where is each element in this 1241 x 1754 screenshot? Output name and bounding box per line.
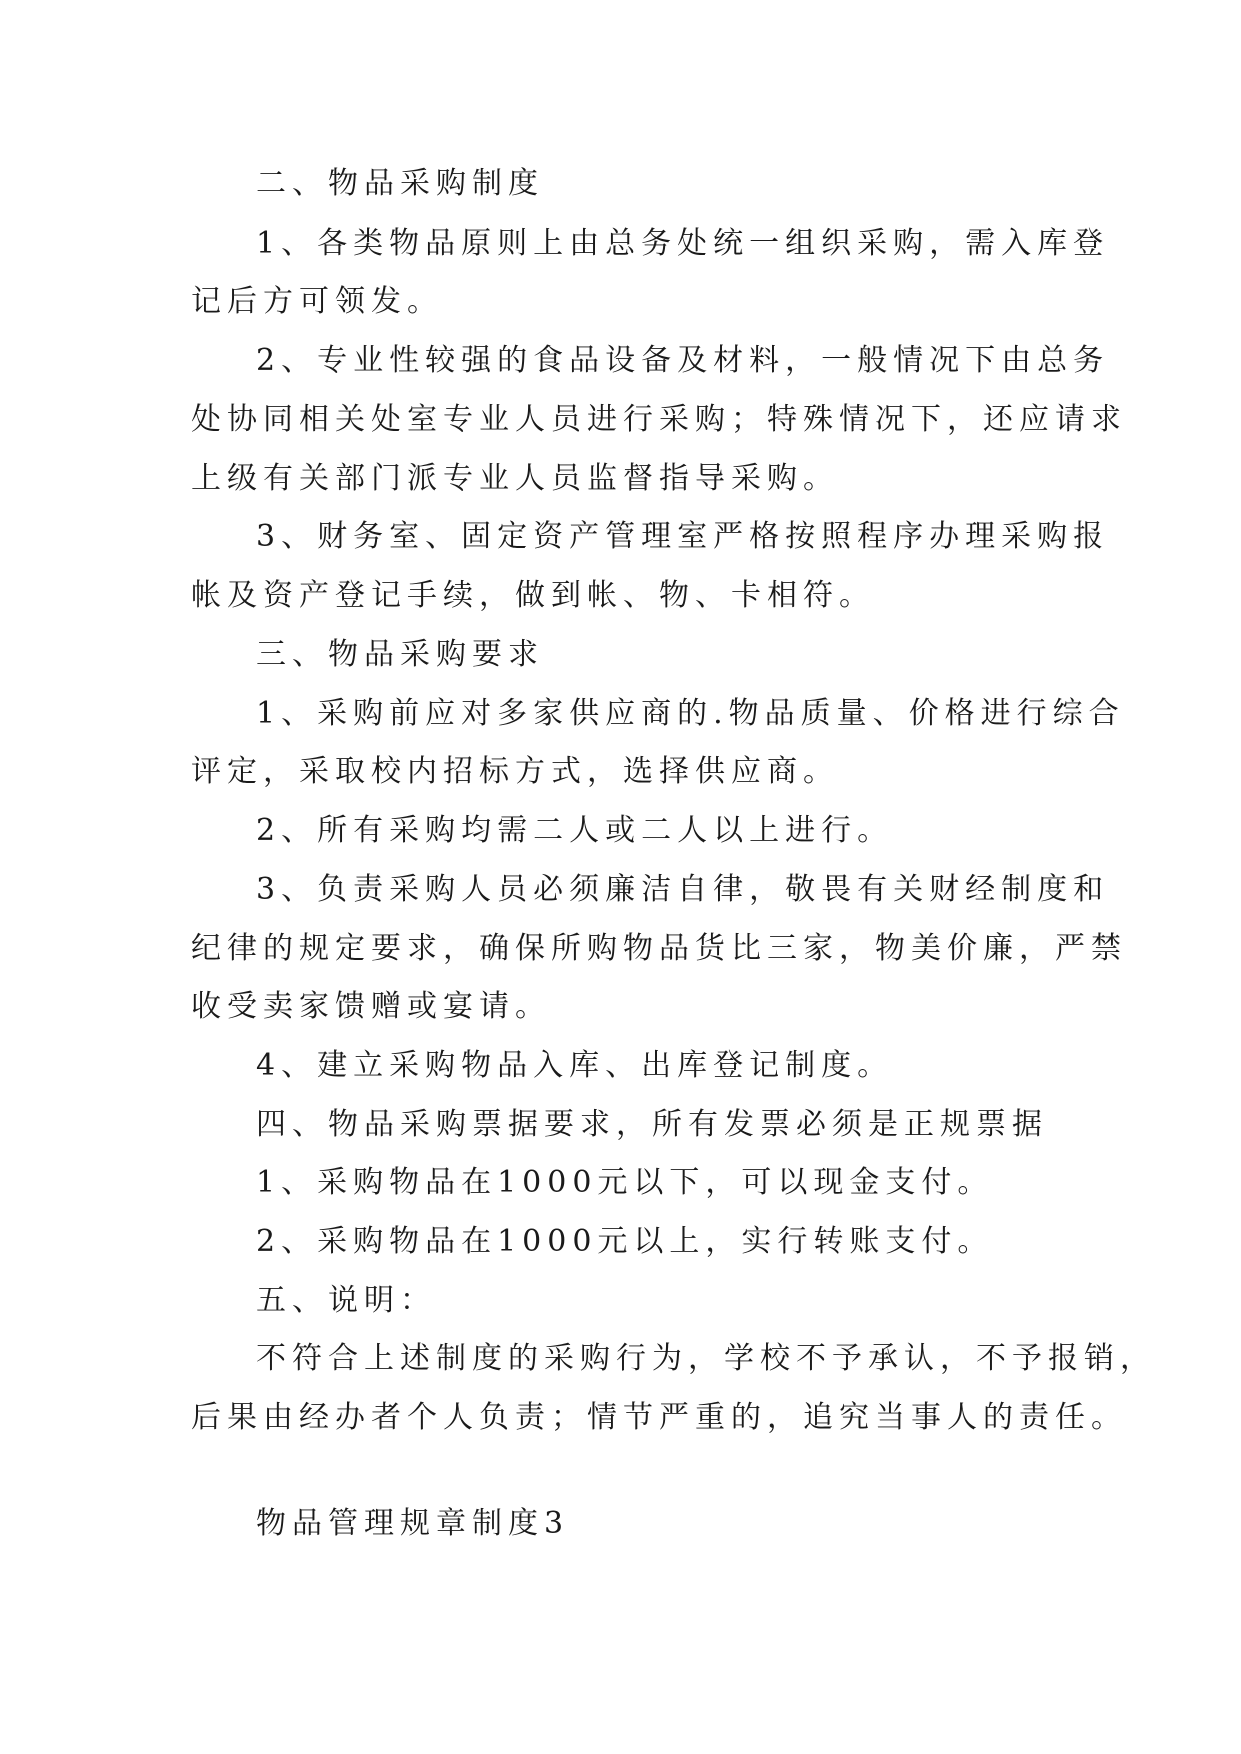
section-heading: 三、物品采购要求: [256, 637, 544, 672]
paragraph-line: 纪律的规定要求，确保所购物品货比三家，物美价廉，严禁: [191, 931, 1127, 966]
paragraph-line: 3、负责采购人员必须廉洁自律，敬畏有关财经制度和: [256, 872, 1110, 907]
paragraph-line: 1、采购物品在1000元以下，可以现金支付。: [256, 1165, 994, 1200]
section-heading: 四、物品采购票据要求，所有发票必须是正规票据: [256, 1107, 1048, 1142]
paragraph-line: 记后方可领发。: [191, 284, 443, 319]
paragraph-line: 1、各类物品原则上由总务处统一组织采购，需入库登: [256, 226, 1110, 261]
paragraph-line: 2、采购物品在1000元以上，实行转账支付。: [256, 1224, 994, 1259]
paragraph-line: 评定，采取校内招标方式，选择供应商。: [191, 754, 839, 789]
paragraph-line: 收受卖家馈赠或宴请。: [191, 989, 551, 1024]
paragraph-line: 上级有关部门派专业人员监督指导采购。: [191, 461, 839, 496]
paragraph-line: 3、财务室、固定资产管理室严格按照程序办理采购报: [256, 519, 1110, 554]
document-title: 物品管理规章制度3: [256, 1506, 570, 1541]
paragraph-line: 1、采购前应对多家供应商的.物品质量、价格进行综合: [256, 696, 1125, 731]
paragraph-line: 不符合上述制度的采购行为，学校不予承认，不予报销，: [256, 1341, 1156, 1376]
paragraph-line: 后果由经办者个人负责；情节严重的，追究当事人的责任。: [191, 1400, 1127, 1435]
paragraph-line: 2、专业性较强的食品设备及材料，一般情况下由总务: [256, 343, 1110, 378]
paragraph-line: 帐及资产登记手续，做到帐、物、卡相符。: [191, 578, 875, 613]
section-heading: 二、物品采购制度: [256, 166, 544, 201]
section-heading: 五、说明：: [256, 1283, 436, 1318]
paragraph-line: 处协同相关处室专业人员进行采购；特殊情况下，还应请求: [191, 402, 1127, 437]
paragraph-line: 4、建立采购物品入库、出库登记制度。: [256, 1048, 894, 1083]
paragraph-line: 2、所有采购均需二人或二人以上进行。: [256, 813, 894, 848]
